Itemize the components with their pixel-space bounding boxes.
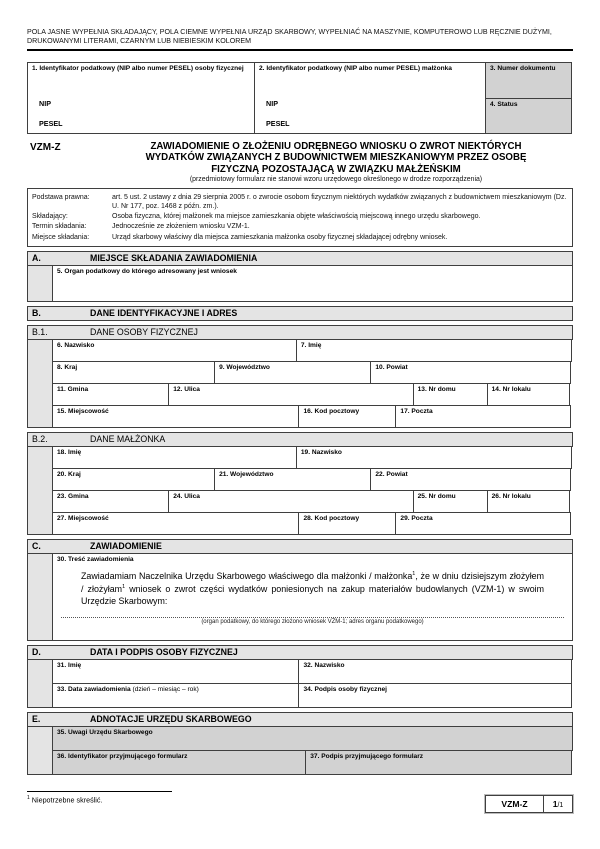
form-page [27,28,573,813]
field-25-nr-domu[interactable] [413,490,488,513]
field-36-identyfikator-przyjmujacego [52,750,306,775]
spouse-id-label: 2. Identyfikator podatkowy (NIP albo numer PESEL) małżonka [259,65,452,73]
field-25-label: 25. Nr domu [417,492,456,500]
section-gutter [27,446,53,535]
form-title [99,141,573,174]
field-14-nr-lokalu[interactable] [487,383,570,406]
field-6-label: 6. Nazwisko [57,341,95,349]
field-20-label: 20. Kraj [57,470,81,478]
office-fields-column [485,62,572,134]
section-b2-body [27,446,573,535]
field-34-label: 34. Podpis osoby fizycznej [303,685,388,693]
legal-label: Miejsce składania: [32,233,90,241]
legal-value: Osoba fizyczna, której małżonek ma miejsce zamieszkania objęte właściwością miejscową innego urzędu skarbowego. [112,213,481,221]
field-15-miejscowosc[interactable] [52,405,299,428]
section-a-body [27,265,573,302]
field-35-uwagi-urzedu [52,726,573,751]
notification-fill-line[interactable] [61,617,564,618]
section-b1-letter: B.1. [32,327,48,338]
id-fields-table [27,62,573,134]
field-22-powiat[interactable] [370,468,571,491]
taxpayer-id-label: 1. Identyfikator podatkowy (NIP albo numer PESEL) osoby fizycznej [32,65,244,73]
field-14-label: 14. Nr lokalu [491,385,531,393]
taxpayer-id-field[interactable] [27,62,255,134]
section-gutter [27,265,53,302]
form-title-line-2: WYDATKÓW ZWIĄZANYCH Z BUDOWNICTWEM MIESZKANIOWYM PRZEZ OSOBĘ [145,152,527,164]
notification-text [57,564,568,609]
section-e-letter: E. [32,714,41,725]
legal-row-skladajacy [32,212,568,221]
section-c-body [27,553,573,641]
field-7-label: 7. Imię [300,341,322,349]
field-8-kraj[interactable] [52,361,215,384]
section-d-header [27,645,573,660]
field-11-label: 11. Gmina [57,385,89,393]
notification-text-part3: wniosek o zwrot części wydatków poniesionych na zakup materiałów budowlanych (VZM-1) w swoim Urzędzie Skarbowym: [81,583,544,607]
section-b2-header [27,432,573,447]
field-8-label: 8. Kraj [57,363,78,371]
field-23-gmina[interactable] [52,490,169,513]
field-31-imie[interactable] [52,659,299,684]
field-6-nazwisko[interactable] [52,339,297,362]
section-b-title: DANE IDENTYFIKACYJNE I ADRES [90,308,238,319]
notification-text-part2: , że w dniu dzisiejszym złożyłem / złożyłam [81,570,545,594]
field-5-organ-podatkowy[interactable] [52,265,573,302]
section-e-header [27,712,573,727]
document-number-field [485,62,572,99]
section-d-body [27,659,573,708]
form-code: VZM-Z [30,142,61,154]
field-21-label: 21. Województwo [219,470,274,478]
footer-form-code: VZM-Z [486,796,544,812]
field-19-nazwisko[interactable] [296,446,572,469]
section-b1-title: DANE OSOBY FIZYCZNEJ [90,327,198,338]
section-e-title: ADNOTACJE URZĘDU SKARBOWEGO [90,714,252,725]
section-b-letter: B. [32,308,41,319]
field-15-label: 15. Miejscowość [57,407,109,415]
footnote-ref-1: 1 [412,570,416,577]
field-32-label: 32. Nazwisko [303,661,345,669]
notification-fill-caption: (organ podatkowy, do którego złożono wniosek VZM-1; adres organu podatkowego) [201,619,424,626]
notification-text-part1: Zawiadamiam Naczelnika Urzędu Skarbowego właściwego dla małżonki / małżonka [81,570,413,581]
form-instructions: POLA JASNE WYPEŁNIA SKŁADAJĄCY, POLA CIEMNE WYPEŁNIA URZĄD SKARBOWY, WYPEŁNIAĆ NA MASZYNIE, KOMPUTEROWO LUB RĘCZNIE DUŻYMI, DRUKOWANYMI LITERAMI, CZARNYM LUB NIEBIESKIM KOLOREM [27,28,573,51]
status-label: 4. Status [490,101,518,109]
footnote-ref-2: 1 [122,583,126,590]
page-indicator-box [485,795,573,813]
field-33-label-hint: (dzień – miesiąc – rok) [130,685,199,693]
field-24-label: 24. Ulica [173,492,200,500]
field-5-label: 5. Organ podatkowy do którego adresowany jest wniosek [57,267,237,275]
legal-label: Termin składania: [32,223,87,231]
page-total: /1 [557,801,564,809]
field-9-label: 9. Województwo [219,363,270,371]
legal-label: Składający: [32,213,68,221]
field-10-powiat[interactable] [370,361,571,384]
field-18-label: 18. Imię [57,448,82,456]
field-31-label: 31. Imię [57,661,82,669]
section-a-header [27,251,573,266]
section-b [27,306,573,321]
footnote-text: Niepotrzebne skreślić. [29,795,103,805]
field-12-ulica[interactable] [168,383,413,406]
field-28-label: 28. Kod pocztowy [303,514,360,522]
field-33-label: 33. Data zawiadomienia [57,685,131,693]
field-32-nazwisko[interactable] [298,659,572,684]
field-26-nr-lokalu[interactable] [487,490,570,513]
field-16-label: 16. Kod pocztowy [303,407,360,415]
field-30-label: 30. Treść zawiadomienia [57,555,134,563]
field-17-label: 17. Poczta [400,407,433,415]
field-27-miejscowosc[interactable] [52,512,299,535]
section-b1 [27,325,573,428]
legal-row-podstawa [32,193,568,211]
field-12-label: 12. Ulica [173,385,200,393]
legal-row-termin [32,222,568,231]
section-gutter [27,339,53,428]
document-number-label: 3. Numer dokumentu [490,65,556,73]
taxpayer-pesel-label: PESEL [39,119,63,129]
footnote-divider [27,791,172,792]
legal-value: Jednocześnie ze złożeniem wniosku VZM-1. [112,223,250,231]
section-e-body [27,726,573,775]
page-number [544,796,572,812]
section-b1-header [27,325,573,340]
section-a [27,251,573,302]
section-b2-letter: B.2. [32,434,48,445]
field-9-wojewodztwo[interactable] [214,361,371,384]
field-17-poczta[interactable] [395,405,571,428]
field-11-gmina[interactable] [52,383,169,406]
field-19-label: 19. Nazwisko [300,448,342,456]
field-28-kod-pocztowy[interactable] [298,512,396,535]
section-e [27,712,573,775]
section-gutter [27,726,53,775]
legal-label: Podstawa prawna: [32,193,90,201]
section-c-letter: C. [32,541,41,552]
field-30-tresc-zawiadomienia[interactable] [52,553,573,641]
field-34-podpis[interactable] [298,683,572,708]
section-a-title: MIEJSCE SKŁADANIA ZAWIADOMIENIA [90,253,258,264]
form-subtitle: (przedmiotowy formularz nie stanowi wzoru urzędowego określonego w drodze rozporządzenia) [189,175,483,183]
field-37-podpis-przyjmujacego [305,750,572,775]
section-b2-title: DANE MAŁŻONKA [90,434,166,445]
field-24-ulica[interactable] [168,490,413,513]
field-20-kraj[interactable] [52,468,215,491]
field-16-kod-pocztowy[interactable] [298,405,396,428]
section-d [27,645,573,708]
section-c-title: ZAWIADOMIENIE [90,541,162,552]
section-gutter [27,553,53,641]
field-13-label: 13. Nr domu [417,385,456,393]
status-field [485,98,572,134]
section-d-letter: D. [32,647,41,658]
section-b2 [27,432,573,535]
field-18-imie[interactable] [52,446,297,469]
section-a-letter: A. [32,253,41,264]
legal-value: Urząd skarbowy właściwy dla miejsca zamieszkania małżonka osoby fizycznej składającej odrębny wniosek. [112,233,448,241]
title-block [27,141,573,182]
form-title-line-1: ZAWIADOMIENIE O ZŁOŻENIU ODRĘBNEGO WNIOSKU O ZWROT NIEKTÓRYCH [150,141,522,153]
footnote-marker: 1 [27,794,30,801]
field-29-label: 29. Poczta [400,514,433,522]
section-b1-body [27,339,573,428]
footnote [27,791,172,804]
spouse-id-field[interactable] [254,62,486,134]
legal-basis-table [27,188,573,247]
field-26-label: 26. Nr lokalu [491,492,531,500]
field-36-label: 36. Identyfikator przyjmującego formularz [57,752,188,760]
spouse-pesel-label: PESEL [266,119,290,129]
field-10-label: 10. Powiat [375,363,408,371]
field-27-label: 27. Miejscowość [57,514,109,522]
field-33-data-zawiadomienia[interactable] [52,683,299,708]
field-35-label: 35. Uwagi Urzędu Skarbowego [57,728,153,736]
field-37-label: 37. Podpis przyjmującego formularz [310,752,424,760]
form-title-line-3: FIZYCZNĄ POZOSTAJĄCĄ W ZWIĄZKU MAŁŻEŃSKIM [211,163,461,175]
legal-row-miejsce [32,233,568,242]
field-7-imie[interactable] [296,339,572,362]
taxpayer-nip-label: NIP [39,99,51,109]
section-c-header [27,539,573,554]
field-21-wojewodztwo[interactable] [214,468,371,491]
page-current: 1 [552,798,558,809]
field-29-poczta[interactable] [395,512,571,535]
section-c [27,539,573,641]
section-d-title: DATA I PODPIS OSOBY FIZYCZNEJ [90,647,238,658]
form-footer [27,791,573,813]
legal-value: art. 5 ust. 2 ustawy z dnia 29 sierpnia 2005 r. o zwrocie osobom fizycznym niektórych wydatków związanych z budownictwem mieszkaniowym (Dz. U. Nr 177, poz. 1468 z późn. zm.). [112,193,567,210]
field-22-label: 22. Powiat [375,470,408,478]
spouse-nip-label: NIP [266,99,278,109]
field-13-nr-domu[interactable] [413,383,488,406]
section-gutter [27,659,53,708]
field-23-label: 23. Gmina [57,492,89,500]
section-b-header [27,306,573,321]
